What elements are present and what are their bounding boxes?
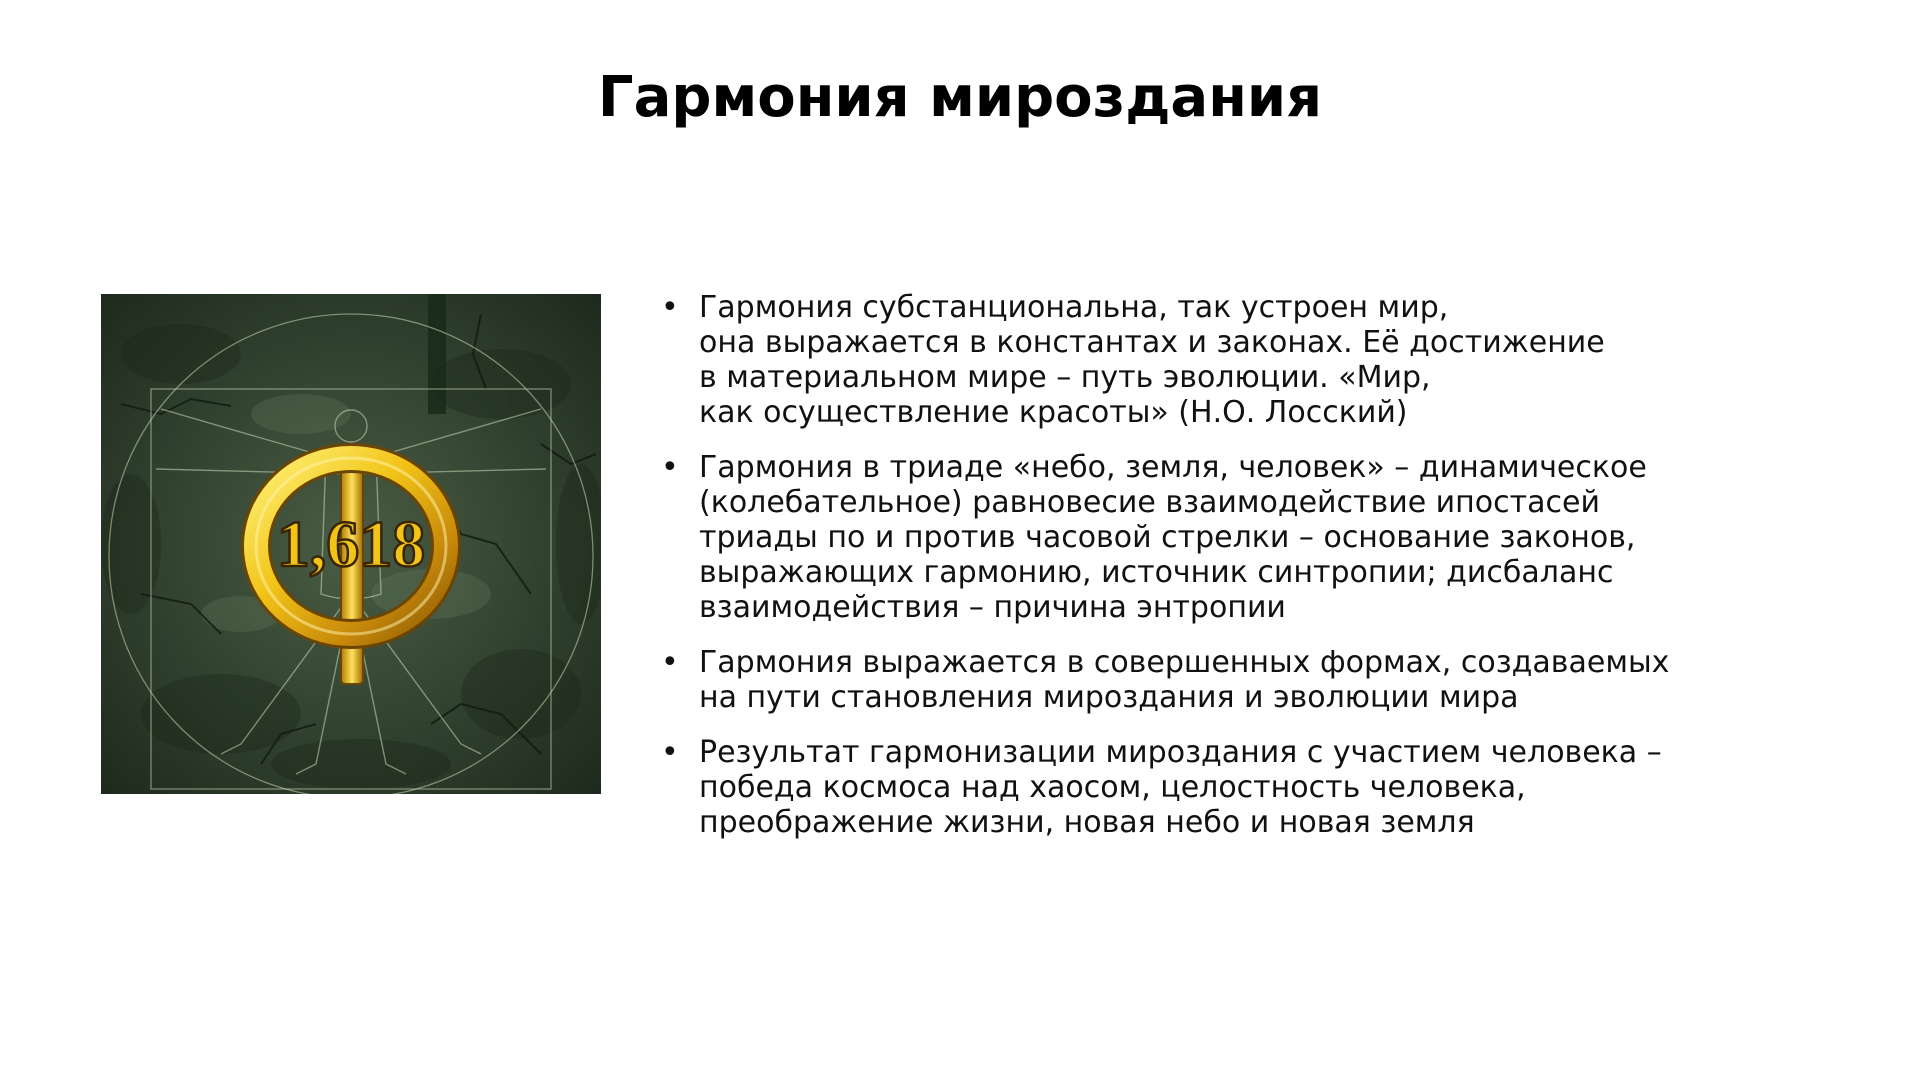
bullet-line: триады по и против часовой стрелки – основание законов,	[699, 520, 1636, 555]
golden-ratio-label: 1,618	[276, 508, 426, 581]
bullet-line: Гармония выражается в совершенных формах, создаваемых	[699, 645, 1670, 680]
bullet-list	[655, 290, 1795, 860]
bullet-line: преображение жизни, новая небо и новая земля	[699, 805, 1475, 840]
bullet-marker: •	[661, 290, 679, 325]
bullet-line: Гармония субстанциональна, так устроен мир,	[699, 290, 1449, 325]
golden-ratio-image	[101, 294, 601, 794]
bullet-line: выражающих гармонию, источник синтропии; дисбаланс	[699, 555, 1614, 590]
bullet-line: Результат гармонизации мироздания с участием человека –	[699, 735, 1662, 770]
bullet-marker: •	[661, 645, 679, 680]
bullet-line: как осуществление красоты» (Н.О. Лосский)	[699, 395, 1408, 430]
list-item	[655, 450, 1795, 625]
bullet-marker: •	[661, 450, 679, 485]
bullet-marker: •	[661, 735, 679, 770]
bullet-line: (колебательное) равновесие взаимодействие ипостасей	[699, 485, 1600, 520]
list-item	[655, 735, 1795, 840]
slide-title: Гармония мироздания	[597, 65, 1323, 130]
bullet-line: победа космоса над хаосом, целостность человека,	[699, 770, 1526, 805]
bullet-line: на пути становления мироздания и эволюции мира	[699, 680, 1519, 715]
bullet-line: Гармония в триаде «небо, земля, человек» – динамическое	[699, 450, 1647, 485]
bullet-line: в материальном мире – путь эволюции. «Мир,	[699, 360, 1431, 395]
list-item	[655, 645, 1795, 715]
bullet-line: взаимодействия – причина энтропии	[699, 590, 1286, 625]
bullet-line: она выражается в константах и законах. Её достижение	[699, 325, 1605, 360]
list-item	[655, 290, 1795, 430]
